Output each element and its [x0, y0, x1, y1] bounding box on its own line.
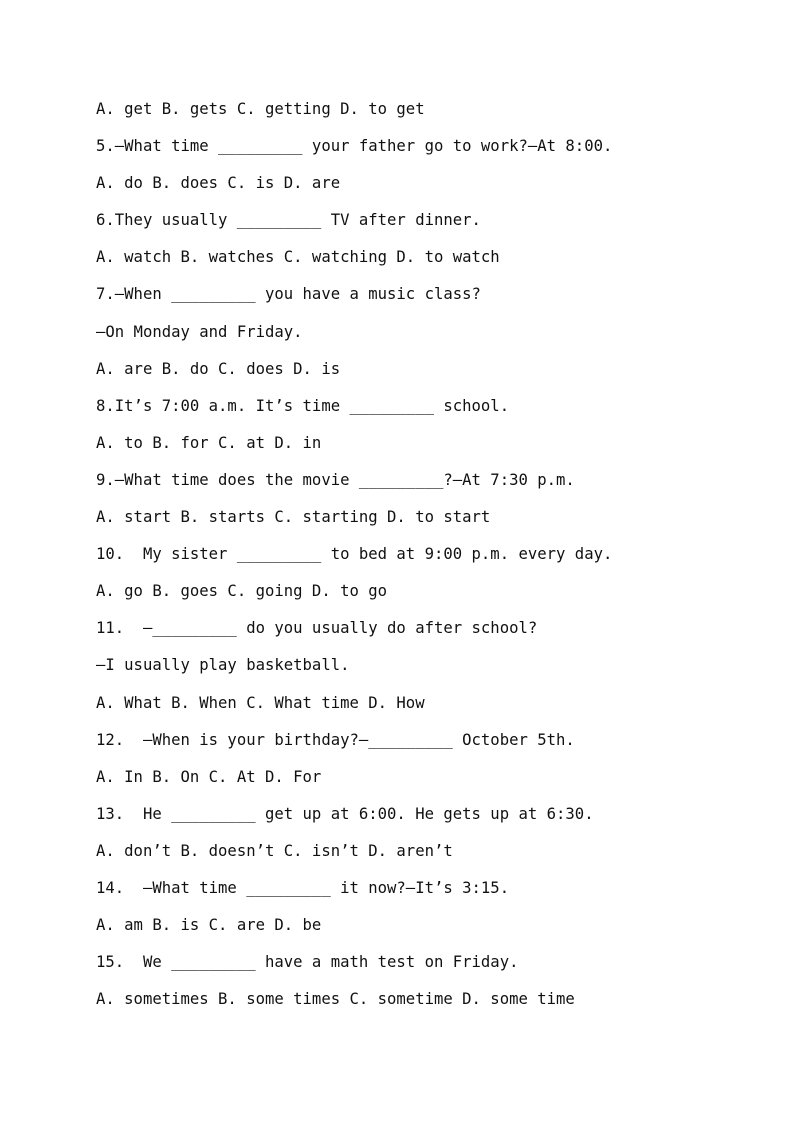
q14-options: A. am B. is C. are D. be [96, 916, 322, 935]
q8-options: A. to B. for C. at D. in [96, 433, 322, 452]
q11-answer-line: —I usually play basketball. [96, 656, 350, 675]
q8-question: 8.It’s 7:00 a.m. It’s time _________ school. [96, 396, 510, 415]
q5-question: 5.—What time _________ your father go to work?—At 8:00. [96, 137, 613, 156]
q11-options: A. What B. When C. What time D. How [96, 693, 425, 712]
q12-question: 12. —When is your birthday?—_________ October 5th. [96, 730, 575, 749]
q11-question: 11. —_________ do you usually do after school? [96, 619, 538, 638]
q9-question: 9.—What time does the movie _________?—At 7:30 p.m. [96, 470, 575, 489]
q13-options: A. don’t B. doesn’t C. isn’t D. aren’t [96, 841, 453, 860]
q13-question: 13. He _________ get up at 6:00. He gets up at 6:30. [96, 804, 594, 823]
q12-options: A. In B. On C. At D. For [96, 767, 322, 786]
q5-options: A. do B. does C. is D. are [96, 174, 341, 193]
question-list [96, 96, 736, 1023]
q14-question: 14. —What time _________ it now?—It’s 3:15. [96, 878, 510, 897]
q10-options: A. go B. goes C. going D. to go [96, 582, 388, 601]
q7-question: 7.—When _________ you have a music class? [96, 285, 481, 304]
q15-question: 15. We _________ have a math test on Friday. [96, 953, 519, 972]
q6-question: 6.They usually _________ TV after dinner. [96, 211, 481, 230]
q15-options: A. sometimes B. some times C. sometime D. some time [96, 990, 575, 1009]
q6-options: A. watch B. watches C. watching D. to watch [96, 248, 500, 267]
q9-options: A. start B. starts C. starting D. to start [96, 508, 491, 527]
q7-answer-line: —On Monday and Friday. [96, 322, 303, 341]
q10-question: 10. My sister _________ to bed at 9:00 p.m. every day. [96, 545, 613, 564]
q7-options: A. are B. do C. does D. is [96, 359, 341, 378]
q4-options: A. get B. gets C. getting D. to get [96, 100, 425, 118]
